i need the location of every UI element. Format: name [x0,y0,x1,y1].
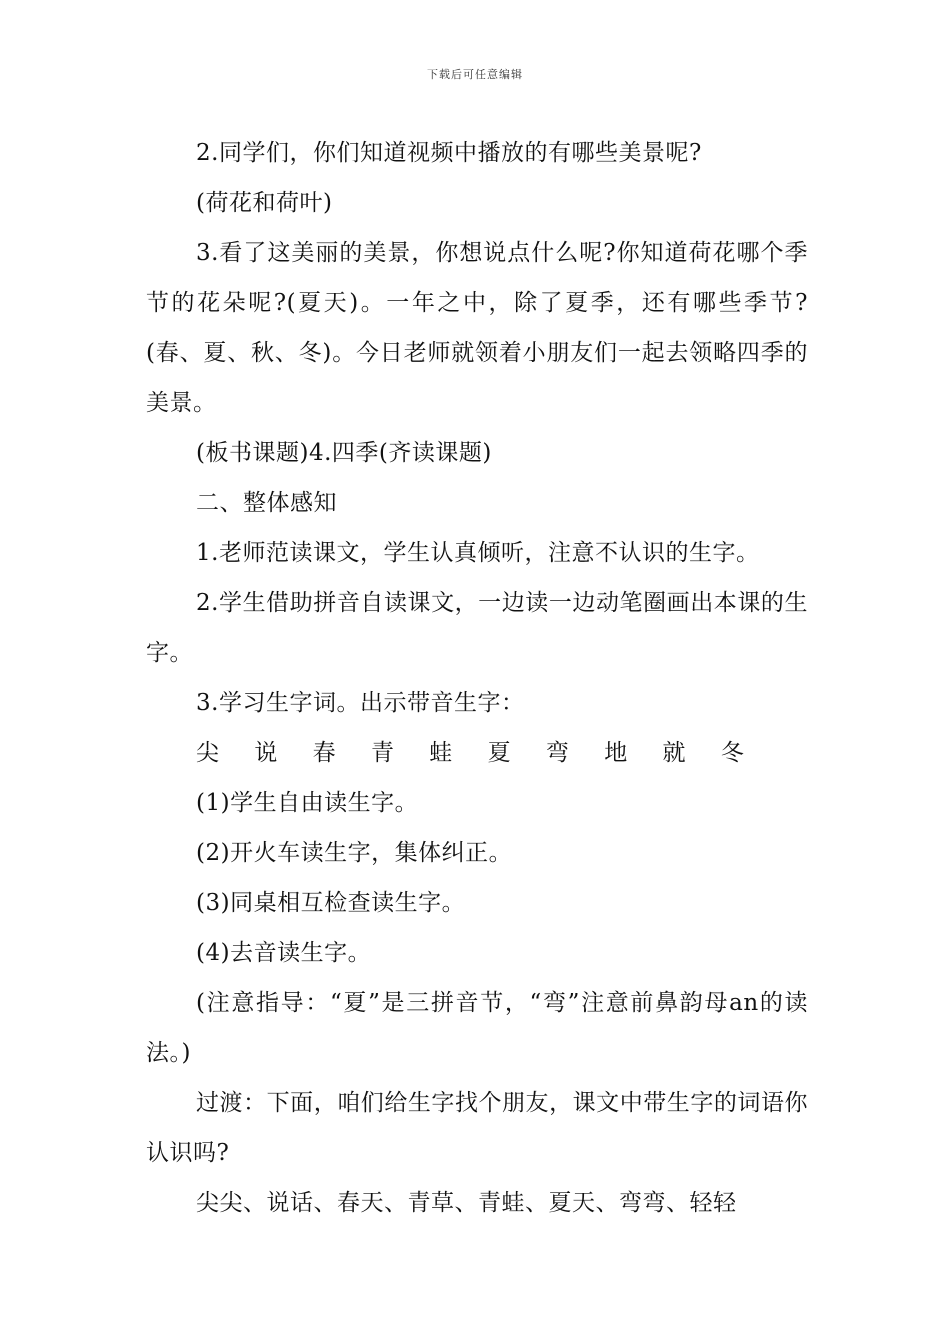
new-character: 蛙 [429,740,453,766]
new-character: 尖 [196,740,220,766]
paragraph: (1)学生自由读生字。 [196,790,419,816]
new-character: 地 [604,740,628,766]
new-characters-list [146,728,808,778]
document-body [146,128,808,1228]
paragraph: (4)去音读生字。 [196,940,372,966]
paragraph: 尖尖、说话、春天、青草、青蛙、夏天、弯弯、轻轻 [196,1190,737,1216]
paragraph: 2.同学们，你们知道视频中播放的有哪些美景呢? [196,140,702,166]
section-heading: 二、整体感知 [196,490,337,516]
paragraph: (2)开火车读生字，集体纠正。 [196,840,513,866]
paragraph: 3.看了这美丽的美景，你想说点什么呢?你知道荷花哪个季节的花朵呢?(夏天)。一年之中，除了夏季，还有哪些季节?(春、夏、秋、冬)。今日老师就领着小朋友们一起去领略四季的美景。 [146,240,808,416]
paragraph: (荷花和荷叶) [196,190,333,216]
new-character: 说 [254,740,278,766]
paragraph: 1.老师范读课文，学生认真倾听，注意不认识的生字。 [196,540,760,566]
new-character: 就 [662,740,686,766]
paragraph: (板书课题)4.四季(齐读课题) [196,440,492,466]
new-character: 春 [312,740,337,766]
paragraph: (3)同桌相互检查读生字。 [196,890,466,916]
paragraph: 2.学生借助拼音自读课文，一边读一边动笔圈画出本课的生字。 [146,590,808,666]
paragraph: 过渡：下面，咱们给生字找个朋友，课文中带生字的词语你认识吗? [146,1090,808,1166]
new-character: 夏 [487,740,512,766]
new-character: 弯 [545,740,570,766]
new-character: 冬 [720,740,745,766]
page-header-note: 下载后可任意编辑 [427,68,523,81]
paragraph: (注意指导：“夏”是三拼音节，“弯”注意前鼻韵母an的读法。) [146,990,808,1066]
new-character: 青 [370,740,395,766]
paragraph: 3.学习生字词。出示带音生字： [196,690,525,716]
